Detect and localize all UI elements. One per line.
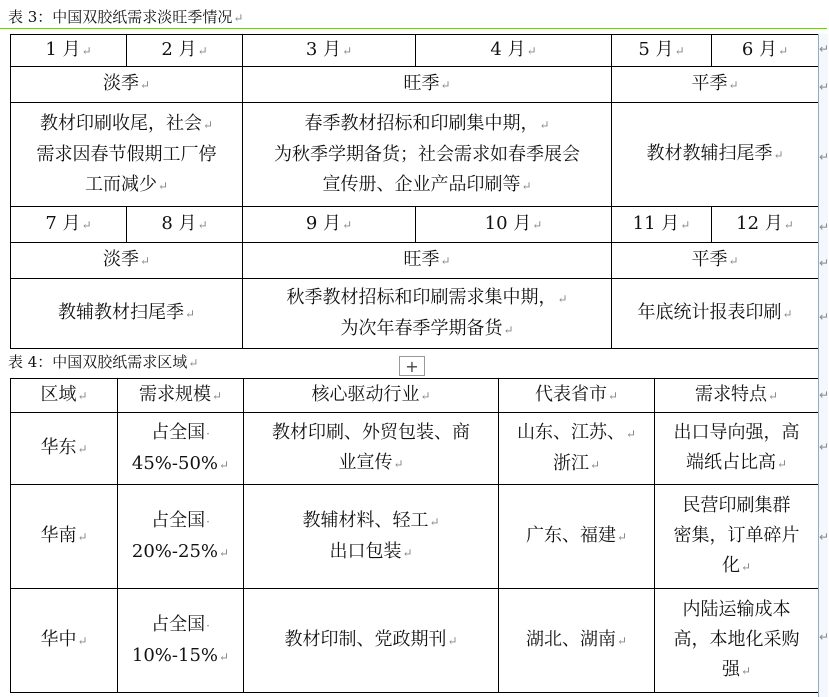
- provinces-cell[interactable]: 湖北、湖南↵: [499, 589, 655, 693]
- row-end-mark: ↵: [819, 256, 829, 270]
- month-cell[interactable]: 8 月↵: [127, 207, 243, 243]
- header-region[interactable]: 区域↵: [11, 379, 118, 413]
- table3-desc-row-1: [11, 103, 819, 207]
- header-provinces[interactable]: 代表省市↵: [499, 379, 655, 413]
- provinces-cell[interactable]: 山东、江苏、↵ 浙江↵: [499, 413, 655, 485]
- month-cell[interactable]: 4 月↵: [416, 35, 612, 67]
- season-flat-cell[interactable]: 平季↵: [612, 67, 819, 103]
- table3-desc-row-2: [11, 279, 819, 349]
- table-row: [11, 485, 819, 589]
- table3-season-row-2: [11, 243, 819, 279]
- table-row: [11, 413, 819, 485]
- region-cell[interactable]: 华南↵: [11, 485, 118, 589]
- season-low-cell[interactable]: 淡季↵: [11, 67, 243, 103]
- features-cell[interactable]: 出口导向强，高 端纸占比高↵: [655, 413, 819, 485]
- month-cell[interactable]: 11 月↵: [612, 207, 712, 243]
- features-cell[interactable]: 民营印刷集群 密集，订单碎片 化↵: [655, 485, 819, 589]
- row-end-mark: ↵: [819, 42, 829, 56]
- month-cell[interactable]: 5 月↵: [612, 35, 712, 67]
- month-cell[interactable]: 10 月↵: [416, 207, 612, 243]
- row-end-mark: ↵: [819, 310, 829, 324]
- table-row: [11, 589, 819, 693]
- provinces-cell[interactable]: 广东、福建↵: [499, 485, 655, 589]
- month-cell[interactable]: 1 月↵: [11, 35, 127, 67]
- row-end-mark: ↵: [819, 440, 829, 454]
- header-features[interactable]: 需求特点↵: [655, 379, 819, 413]
- table4-caption: 表 4：中国双胶纸需求区域↵: [8, 353, 199, 371]
- table3-month-row-2: [11, 207, 819, 243]
- season-peak-cell[interactable]: 旺季↵: [243, 67, 612, 103]
- desc-peak-cell[interactable]: 春季教材招标和印刷集中期，↵ 为秋季学期备货；社会需求如春季展会 宣传册、企业产品印刷等↵: [243, 103, 612, 207]
- month-cell[interactable]: 3 月↵: [243, 35, 416, 67]
- row-end-mark: ↵: [819, 630, 829, 644]
- table4: [10, 378, 819, 693]
- row-end-mark: ↵: [819, 80, 829, 94]
- table3: [10, 34, 819, 349]
- month-cell[interactable]: 6 月↵: [712, 35, 819, 67]
- industry-cell[interactable]: 教材印刷、外贸包装、商 业宣传↵: [244, 413, 499, 485]
- month-cell[interactable]: 9 月↵: [243, 207, 416, 243]
- industry-cell[interactable]: 教辅材料、轻工↵ 出口包装↵: [244, 485, 499, 589]
- desc-flat-cell[interactable]: 教材教辅扫尾季↵: [612, 103, 819, 207]
- header-scale[interactable]: 需求规模↵: [118, 379, 244, 413]
- features-cell[interactable]: 内陆运输成本 高，本地化采购 强↵: [655, 589, 819, 693]
- table-move-handle[interactable]: +: [399, 356, 425, 376]
- scale-cell[interactable]: 占全国· 45%-50%↵: [118, 413, 244, 485]
- region-cell[interactable]: 华东↵: [11, 413, 118, 485]
- industry-cell[interactable]: 教材印制、党政期刊↵: [244, 589, 499, 693]
- row-end-mark: ↵: [819, 220, 829, 234]
- caption-underline: [0, 28, 827, 30]
- row-end-mark: ↵: [819, 530, 829, 544]
- month-cell[interactable]: 7 月↵: [11, 207, 127, 243]
- month-cell[interactable]: 2 月↵: [127, 35, 243, 67]
- header-industry[interactable]: 核心驱动行业↵: [244, 379, 499, 413]
- season-flat-cell[interactable]: 平季↵: [612, 243, 819, 279]
- table4-header-row: [11, 379, 819, 413]
- desc-peak-cell[interactable]: 秋季教材招标和印刷需求集中期，↵ 为次年春季学期备货↵: [243, 279, 612, 349]
- table3-caption: 表 3：中国双胶纸需求淡旺季情况↵: [8, 8, 244, 26]
- row-end-mark: ↵: [819, 388, 829, 402]
- page-right-edge: [818, 34, 828, 697]
- month-cell[interactable]: 12 月↵: [712, 207, 819, 243]
- desc-low-cell[interactable]: 教辅教材扫尾季↵: [11, 279, 243, 349]
- row-end-mark: ↵: [819, 150, 829, 164]
- desc-low-cell[interactable]: 教材印刷收尾，社会↵ 需求因春节假期工厂停 工而减少↵: [11, 103, 243, 207]
- season-low-cell[interactable]: 淡季↵: [11, 243, 243, 279]
- scale-cell[interactable]: 占全国· 20%-25%↵: [118, 485, 244, 589]
- desc-flat-cell[interactable]: 年底统计报表印刷↵: [612, 279, 819, 349]
- table3-season-row-1: [11, 67, 819, 103]
- scale-cell[interactable]: 占全国· 10%-15%↵: [118, 589, 244, 693]
- table3-month-row-1: [11, 35, 819, 67]
- season-peak-cell[interactable]: 旺季↵: [243, 243, 612, 279]
- region-cell[interactable]: 华中↵: [11, 589, 118, 693]
